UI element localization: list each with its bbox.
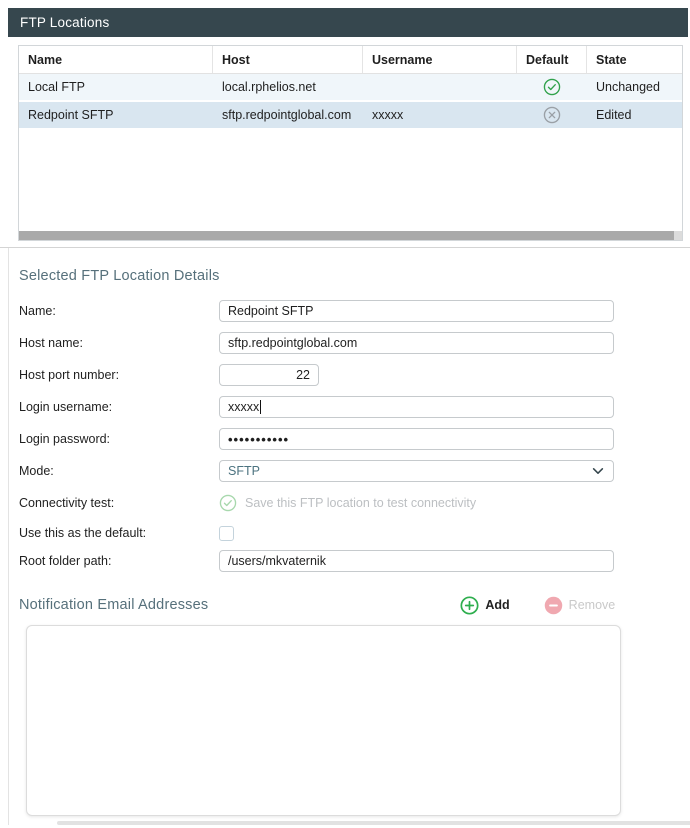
- add-button-label: Add: [485, 598, 510, 612]
- default-checkbox-label: Use this as the default:: [19, 526, 147, 540]
- host-input[interactable]: [219, 332, 614, 354]
- default-checkbox-row: [19, 524, 690, 542]
- column-header-name: Name: [19, 46, 213, 73]
- notification-heading: Notification Email Addresses: [19, 597, 209, 613]
- text-cursor: [260, 400, 261, 414]
- panel-titlebar: [8, 8, 688, 37]
- ftp-locations-table: [18, 45, 683, 241]
- details-heading: Selected FTP Location Details: [19, 268, 220, 284]
- name-row: [19, 300, 690, 322]
- scrollbar-thumb[interactable]: [19, 231, 674, 240]
- table-row[interactable]: [19, 74, 682, 102]
- column-header-default: Default: [517, 46, 587, 73]
- row-state-cell: Unchanged: [596, 80, 660, 94]
- row-default-cell: [517, 78, 587, 96]
- column-header-state: State: [596, 52, 627, 67]
- remove-button-label: Remove: [568, 598, 616, 612]
- remove-email-button[interactable]: [544, 596, 616, 615]
- connectivity-row: [19, 492, 690, 514]
- password-label: Login password:: [19, 432, 111, 446]
- username-row: [19, 396, 690, 418]
- row-host-cell: sftp.redpointglobal.com: [222, 108, 352, 122]
- row-default-cell: [517, 106, 587, 124]
- connectivity-message: Save this FTP location to test connectivity: [245, 496, 477, 510]
- username-input[interactable]: [219, 396, 614, 418]
- table-empty-area: [19, 130, 682, 231]
- row-name-cell: Local FTP: [28, 80, 85, 94]
- add-email-button[interactable]: [460, 596, 509, 615]
- x-circle-icon: [543, 106, 561, 124]
- table-header-row: [19, 46, 682, 74]
- password-row: [19, 428, 690, 450]
- username-value: xxxxx: [228, 400, 260, 414]
- root-path-row: [19, 550, 690, 572]
- port-input[interactable]: [219, 364, 319, 386]
- row-host-cell: local.rphelios.net: [222, 80, 316, 94]
- details-form: [19, 300, 690, 572]
- name-label: Name:: [19, 304, 56, 318]
- name-input[interactable]: [219, 300, 614, 322]
- mode-select[interactable]: [219, 460, 614, 482]
- root-path-input[interactable]: [219, 550, 614, 572]
- port-row: [19, 364, 690, 386]
- use-default-checkbox[interactable]: [219, 526, 234, 541]
- table-row-selected[interactable]: [19, 102, 682, 130]
- email-address-list[interactable]: [26, 625, 621, 816]
- notification-header: [19, 594, 690, 616]
- row-username-cell: xxxxx: [372, 108, 404, 122]
- host-row: [19, 332, 690, 354]
- column-header-username: Username: [363, 46, 517, 73]
- chevron-down-icon: [591, 464, 605, 478]
- row-name-cell: Redpoint SFTP: [28, 108, 114, 122]
- table-horizontal-scrollbar[interactable]: [19, 231, 682, 240]
- row-state-cell: Edited: [596, 108, 632, 122]
- check-circle-icon: [543, 78, 561, 96]
- column-header-host: Host: [213, 46, 363, 73]
- bottom-scrollbar-track[interactable]: [57, 821, 690, 825]
- port-label: Host port number:: [19, 368, 120, 382]
- connectivity-check-circle-icon: [219, 494, 237, 512]
- mode-label: Mode:: [19, 464, 54, 478]
- details-panel: [8, 248, 690, 825]
- password-input[interactable]: [219, 428, 614, 450]
- root-path-label: Root folder path:: [19, 554, 112, 568]
- connectivity-label: Connectivity test:: [19, 496, 115, 510]
- plus-circle-icon: [460, 596, 479, 615]
- mode-row: [19, 460, 690, 482]
- minus-circle-icon: [544, 596, 563, 615]
- host-label: Host name:: [19, 336, 83, 350]
- panel-title: FTP Locations: [20, 15, 110, 30]
- username-label: Login username:: [19, 400, 113, 414]
- mode-selected-value: SFTP: [228, 464, 260, 478]
